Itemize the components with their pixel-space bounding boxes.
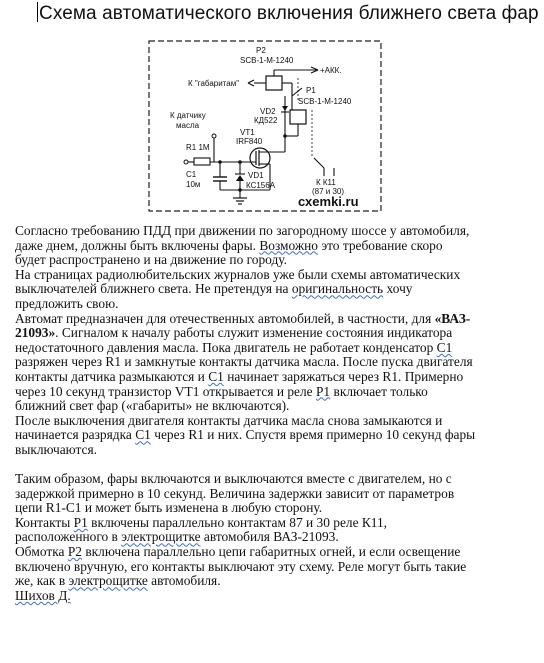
sensor-label-1: К датчику xyxy=(170,111,206,120)
paragraph-6: Контакты Р1 включены параллельно контактам 87 и 30 реле К11, xyxy=(15,514,388,530)
p2-coil xyxy=(266,76,282,90)
paragraph-1: Согласно требованию ПДД при движении по загородному шоссе у автомобиля, xyxy=(15,223,470,238)
p2-model: SCB-1-M-1240 xyxy=(240,56,294,65)
vd1-zener xyxy=(236,175,244,181)
gabarit-label: К "габаритам" xyxy=(188,79,240,88)
title-text: Схема автоматического включения ближнего света фар xyxy=(39,3,539,24)
paragraph-4: После выключения двигателя контакты датчика масла снова замыкаются и xyxy=(15,412,443,428)
c1-label: C1 xyxy=(186,170,197,179)
author-signature: Шихов Д. xyxy=(15,587,71,603)
k11-pins: (87 и 30) xyxy=(312,187,345,196)
r1-resistor xyxy=(194,158,210,165)
vt1-model: IRF840 xyxy=(236,137,263,146)
sensor-label-2: масла xyxy=(176,121,200,130)
paragraph-5: Таким образом, фары включаются и выключаются вместе с двигателем, но с xyxy=(15,471,452,487)
spell-underline: Возможно xyxy=(259,237,319,253)
spell-underline: оригинальность xyxy=(291,281,384,297)
vd1-label: VD1 xyxy=(248,171,264,180)
p1-model: SCB-1-M-1240 xyxy=(298,97,352,106)
paragraph-7: Обмотка Р2 включена параллельно цепи габаритных огней, и если освещение xyxy=(15,544,461,560)
paragraph-2: На страницах радиолюбительских журналов уже были схемы автоматических xyxy=(15,266,461,282)
article-body: Согласно требованию ПДД при движении по загородному шоссе у автомобиля, даже днем, должны быть включены фары. Возможно это требование скоро будет распространено и на движение по городу. На страницах радиолюбительских журналов уже были схемы автоматических выключателей ближнего света. Не претендуя на оригинальность хочу предложить свою. Автомат предназначен для отечественных автомобилей, в частности, для «ВАЗ- 21093». Сигналом к началу работы служит изменение состояния индикатора недостаточного давления масла. Пока двигатель не работает конденсатор С1 разряжен через R1 и замкнутые контакты датчика масла. После пуска двигателя контакты датчика размыкаются и С1 начинает заряжаться через R1. Примерно через 10 секунд транзистор VT1 открывается и реле Р1 включает только ближний свет фар («габариты» не включаются). После выключения двигателя контакты датчика масла снова замыкаются и начинается разрядка С1 через R1 и них. Спустя время примерно 10 секунд фары выключаются. Таким образом, фары включаются и выключаются вместе с двигателем, но с задержкой примерно в 10 секунд. Величина задержки зависит от параметров цепи R1-С1 и может быть изменена в любую сторону. Контакты Р1 включены параллельно контактам 87 и 30 реле К11, расположенного в электрощитке автомобиля ВАЗ-21093. Обмотка Р2 включена параллельно цепи габаритных огней, и если освещение включено вручную, его контакты выключают эту схему. Реле могут быть такие же, как в электрощитке автомобиля. Шихов Д. xyxy=(15,224,535,603)
p1-coil xyxy=(290,110,306,124)
p1-label: P1 xyxy=(306,86,316,95)
text-cursor xyxy=(37,2,38,22)
r1-label: R1 1M xyxy=(186,143,210,152)
vt1-transistor xyxy=(250,148,270,168)
circuit-schematic xyxy=(148,40,382,212)
paragraph-3: Автомат предназначен для отечественных автомобилей, в частности, для «ВАЗ- xyxy=(15,310,471,326)
vd1-model: КС156А xyxy=(246,181,276,190)
akk-label: +АКК. xyxy=(320,66,342,75)
vd2-model: КД522 xyxy=(254,116,278,125)
page-title xyxy=(37,2,537,25)
vt1-label: VT1 xyxy=(240,128,255,137)
p2-label: P2 xyxy=(256,46,266,55)
vd2-label: VD2 xyxy=(260,107,276,116)
k11-label: К К11 xyxy=(316,178,336,187)
site-watermark: схemki.ru xyxy=(298,194,359,209)
schematic-svg xyxy=(148,40,382,212)
c1-value: 10м xyxy=(186,180,201,189)
